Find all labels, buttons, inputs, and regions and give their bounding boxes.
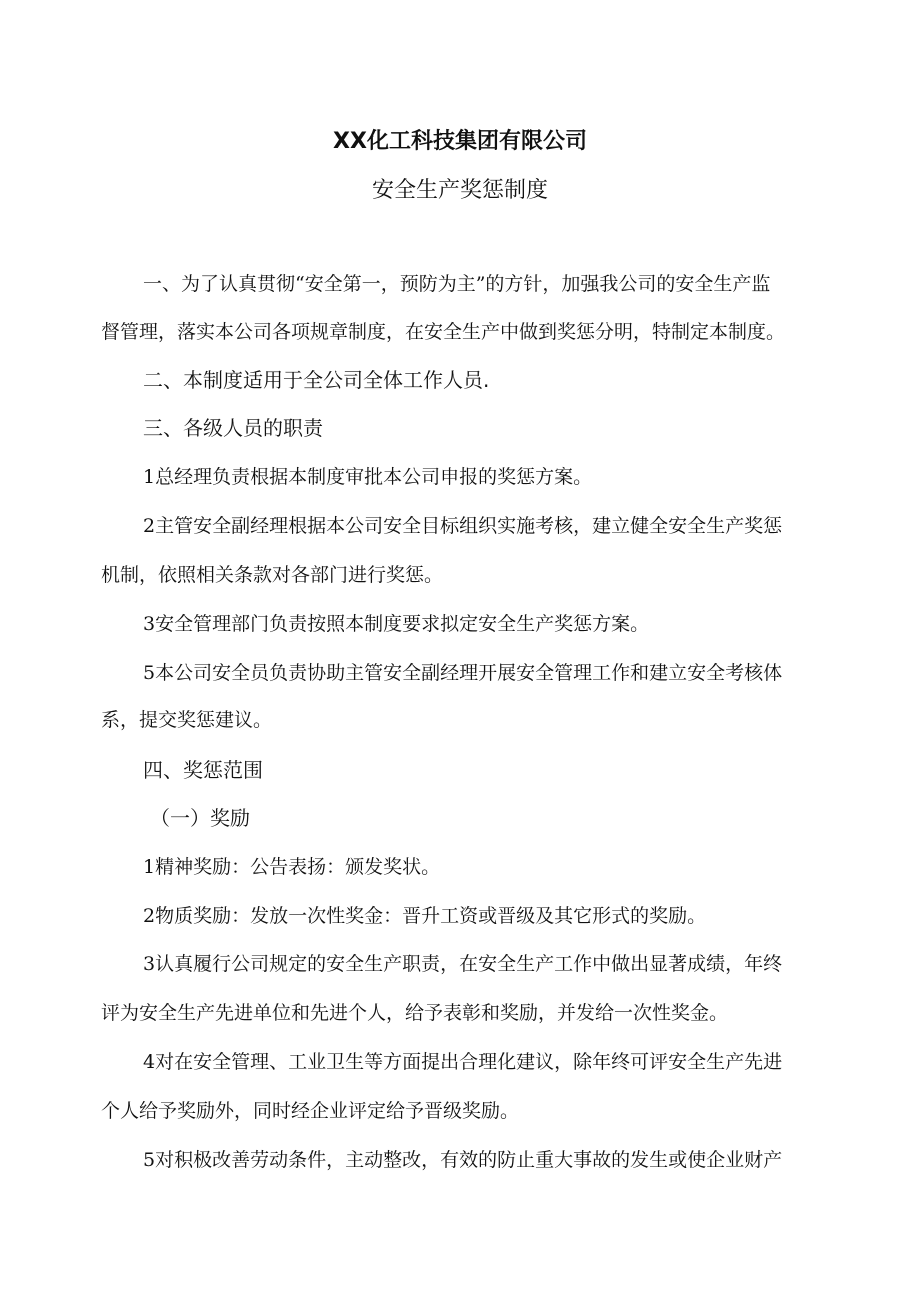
paragraph-line: 2物质奖励：发放一次性奖金：晋升工资或晋级及其它形式的奖励。 xyxy=(143,905,707,927)
section-heading: 四、奖惩范围 xyxy=(143,758,263,782)
section-heading: 二、本制度适用于全公司全体工作人员. xyxy=(143,368,490,392)
paragraph-line: 2主管安全副经理根据本公司安全目标组织实施考核，建立健全安全生产奖惩 xyxy=(143,515,783,537)
paragraph-line: 3认真履行公司规定的安全生产职责，在安全生产工作中做出显著成绩，年终 xyxy=(143,953,783,975)
paragraph-line: 评为安全生产先进单位和先进个人，给予表彰和奖励，并发给一次性奖金。 xyxy=(101,1002,729,1024)
paragraph-line: 机制，依照相关条款对各部门进行奖惩。 xyxy=(101,564,444,586)
paragraph-line: 系，提交奖惩建议。 xyxy=(101,709,273,731)
paragraph-line: 5对积极改善劳动条件，主动整改，有效的防止重大事故的发生或使企业财产 xyxy=(143,1149,783,1171)
paragraph-line: 4对在安全管理、工业卫生等方面提出合理化建议，除年终可评安全生产先进 xyxy=(143,1051,783,1073)
paragraph-line: 1精神奖励：公告表扬：颁发奖状。 xyxy=(143,856,441,878)
paragraph-line: 1总经理负责根据本制度审批本公司申报的奖惩方案。 xyxy=(143,466,593,488)
document-subtitle: 安全生产奖惩制度 xyxy=(371,178,548,203)
section-heading: 三、各级人员的职责 xyxy=(143,416,323,440)
paragraph-line: 一、为了认真贯彻“安全第一，预防为主”的方针，加强我公司的安全生产监 xyxy=(143,273,771,295)
subsection-heading: （一）奖励 xyxy=(150,806,250,830)
paragraph-line: 3安全管理部门负责按照本制度要求拟定安全生产奖惩方案。 xyxy=(143,613,650,635)
paragraph-line: 5本公司安全员负责协助主管安全副经理开展安全管理工作和建立安全考核体 xyxy=(143,662,783,684)
paragraph-line: 督管理，落实本公司各项规章制度，在安全生产中做到奖惩分明，特制定本制度。 xyxy=(101,321,786,343)
document-title: XX化工科技集团有限公司 xyxy=(333,129,587,154)
paragraph-line: 个人给予奖励外，同时经企业评定给予晋级奖励。 xyxy=(101,1100,520,1122)
